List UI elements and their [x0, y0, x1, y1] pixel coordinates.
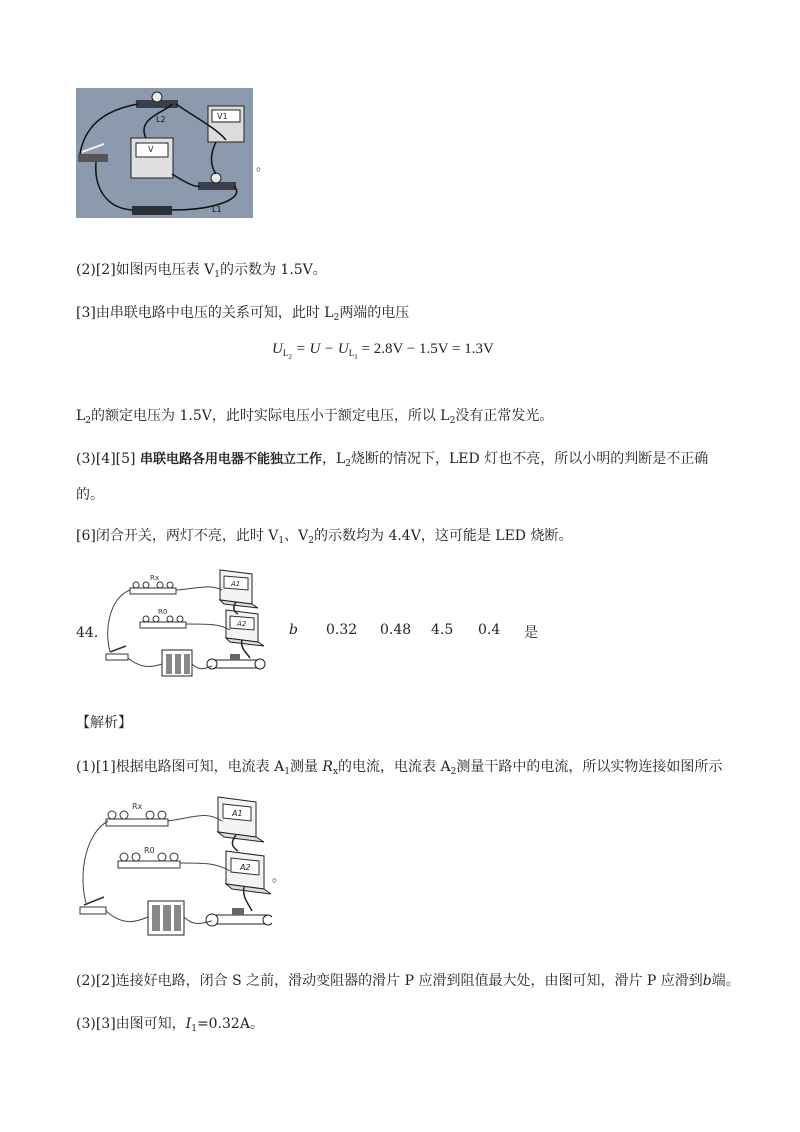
- label-rx-2: Rx: [132, 802, 143, 811]
- figure1-period: 。: [256, 159, 270, 174]
- label-r0-2: R0: [144, 846, 155, 855]
- analysis-step-3: (3)[3]由图可知，$I_1=0.32A$。: [76, 1016, 264, 1034]
- analysis-step-1: (1)[1]根据电路图可知，电流表 $A_1$测量 $R_x$的电流，电流表 $A_2$测量干路中的电流，所以实物连接如图所示: [76, 759, 723, 777]
- analysis-step-2: (2)[2]连接好电路，闭合 S 之前，滑动变阻器的滑片 P 应滑到阻值最大处，由图可知，滑片 P 应滑到b端。: [76, 973, 740, 989]
- label-l1: L1: [212, 205, 222, 214]
- label-v: V: [148, 145, 154, 154]
- answer-6: 是: [524, 625, 538, 641]
- question-number-44: 44．: [76, 625, 108, 641]
- analysis-title: 【解析】: [76, 715, 132, 731]
- figure3-period: 。: [272, 870, 286, 885]
- label-v1: V1: [217, 112, 228, 121]
- answer-1: b: [289, 622, 298, 638]
- answer-4: 4.5: [431, 622, 454, 638]
- answer-q45: (3)[4][5] 串联电路各用电器不能独立工作，$L_2$烧断的情况下，LED 灯也不亮，所以小明的判断是不正确: [76, 451, 709, 469]
- label-rx: Rx: [150, 574, 160, 582]
- answer-5: 0.4: [478, 622, 501, 638]
- label-a1-2: A1: [232, 809, 243, 818]
- circuit-figure-ammeters-44: [100, 568, 268, 682]
- label-a2: A2: [237, 620, 247, 628]
- answer-q3-conclusion: $L_2$的额定电压为 1.5V，此时实际电压小于额定电压，所以 $L_2$没有正常发光。: [76, 408, 554, 426]
- answer-3: 0.48: [380, 622, 412, 638]
- voltage-formula: $U_{L_2} = U - U_{L_1} = 2.8V - 1.5V = 1.3V$: [272, 341, 494, 361]
- answer-q6: [6]闭合开关，两灯不亮，此时 $V_1$、$V_2$的示数均为 4.4V，这可能是 LED 烧断。: [76, 528, 573, 546]
- answer-2: 0.32: [326, 622, 358, 638]
- circuit-figure-ammeters-analysis: [76, 793, 272, 941]
- answer-q45-line2: 的。: [76, 487, 104, 503]
- circuit-figure-voltmeters: [76, 88, 253, 218]
- label-a2-2: A2: [240, 863, 251, 872]
- label-a1: A1: [231, 580, 241, 588]
- answer-q2: (2)[2]如图丙电压表 $V_1$的示数为 1.5V。: [76, 262, 327, 280]
- answer-q3-intro: [3]由串联电路中电压的关系可知，此时 $L_2$两端的电压: [76, 305, 410, 323]
- label-l2: L2: [156, 115, 166, 124]
- label-r0: R0: [158, 608, 168, 616]
